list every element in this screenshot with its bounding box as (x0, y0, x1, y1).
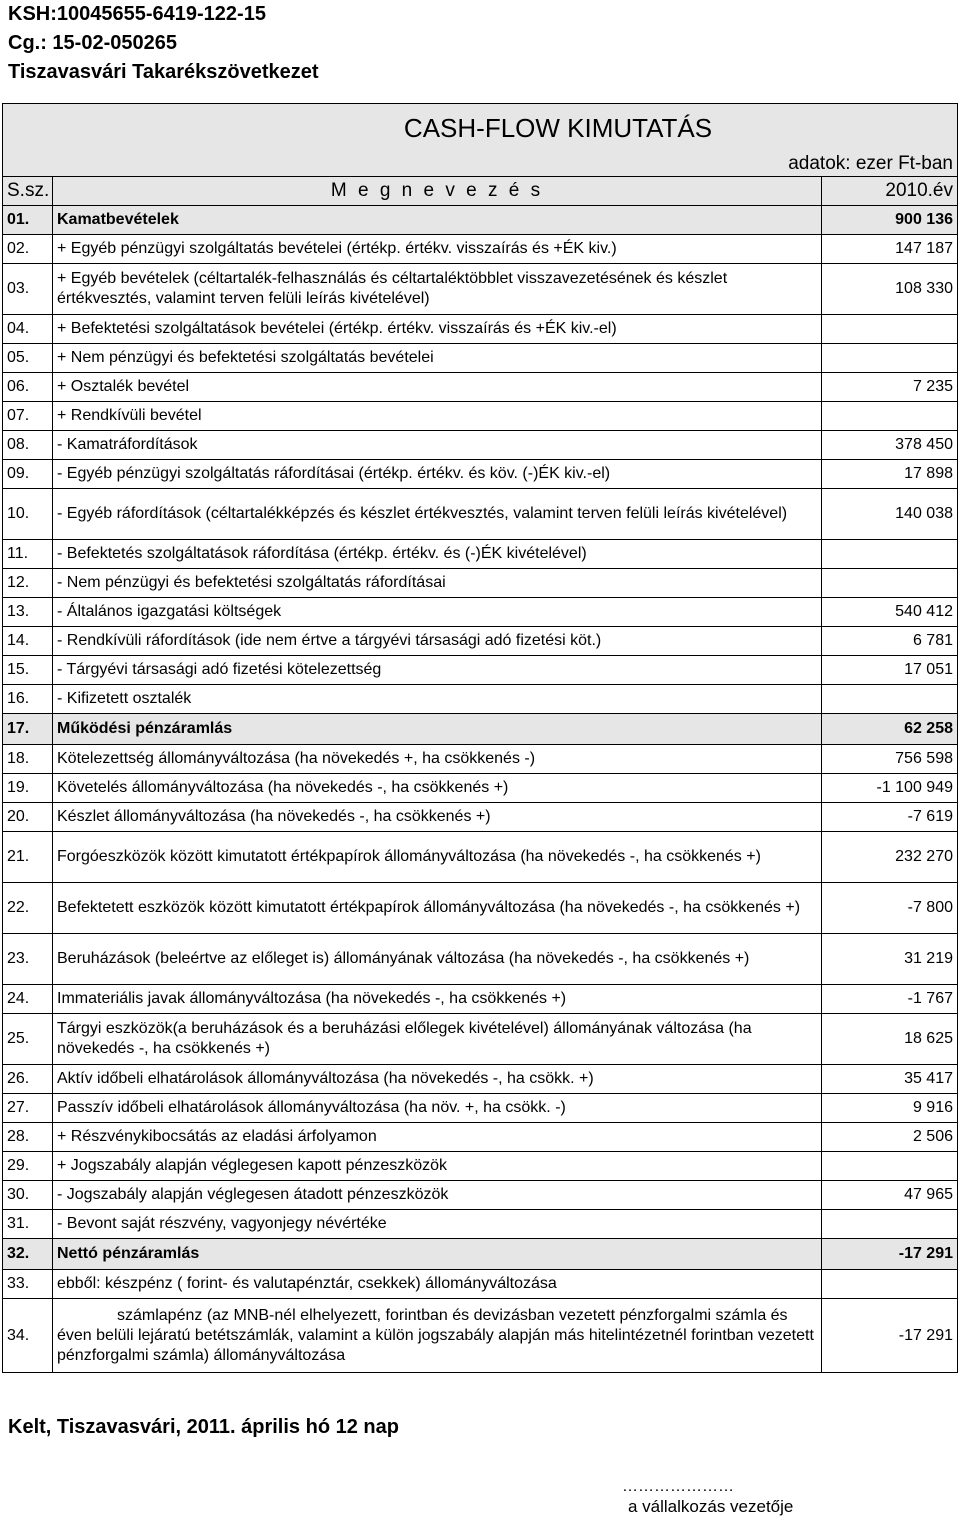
row-number: 18. (3, 745, 53, 774)
table-row (3, 745, 958, 774)
signature-caption: a vállalkozás vezetője (628, 1497, 794, 1516)
table-row (3, 1270, 958, 1299)
row-value: 18 625 (822, 1014, 958, 1065)
row-value: 17 898 (822, 460, 958, 489)
row-description: - Bevont saját részvény, vagyonjegy névértéke (53, 1210, 822, 1239)
row-value: 108 330 (822, 264, 958, 315)
row-description: Követelés állományváltozása (ha növekedés -, ha csökkenés +) (53, 774, 822, 803)
row-value: 17 051 (822, 656, 958, 685)
table-row (3, 540, 958, 569)
row-number: 20. (3, 803, 53, 832)
row-value (822, 1270, 958, 1299)
row-value: -1 767 (822, 985, 958, 1014)
row-value: 232 270 (822, 832, 958, 883)
row-number: 34. (3, 1299, 53, 1373)
table-row (3, 685, 958, 714)
table-row (3, 832, 958, 883)
row-number: 31. (3, 1210, 53, 1239)
table-row (3, 598, 958, 627)
row-value: 147 187 (822, 235, 958, 264)
row-value (822, 569, 958, 598)
table-row (3, 1065, 958, 1094)
unit-note: adatok: ezer Ft-ban (3, 152, 958, 177)
row-description: Befektetett eszközök között kimutatott értékpapírok állományváltozása (ha növekedés -, ha csökkenés +) (53, 883, 822, 934)
table-row (3, 431, 958, 460)
row-description: Aktív időbeli elhatárolások állományváltozása (ha növekedés -, ha csökk. +) (53, 1065, 822, 1094)
row-description: - Befektetés szolgáltatások ráfordítása (értékp. értékv. és (-)ÉK kivételével) (53, 540, 822, 569)
row-description: Nettó pénzáramlás (53, 1239, 822, 1270)
row-value (822, 685, 958, 714)
row-number: 30. (3, 1181, 53, 1210)
table-row (3, 235, 958, 264)
row-number: 28. (3, 1123, 53, 1152)
row-number: 09. (3, 460, 53, 489)
row-number: 13. (3, 598, 53, 627)
row-number: 16. (3, 685, 53, 714)
table-row (3, 460, 958, 489)
row-number: 21. (3, 832, 53, 883)
column-header-number: S.sz. (3, 177, 53, 206)
row-description: - Egyéb pénzügyi szolgáltatás ráfordításai (értékp. értékv. és köv. (-)ÉK kiv.-el) (53, 460, 822, 489)
row-number: 07. (3, 402, 53, 431)
column-header-row (3, 177, 958, 206)
row-description-continuation: pénzforgalmi számla és éven belüli lejáratú betétszámlák, valamint a külön jogszabály alapján más hitelintézetnél forintban vezetett pénzforgalmi számla) állományváltozása (57, 1306, 814, 1364)
row-description: + Osztalék bevétel (53, 373, 822, 402)
row-description: + Nem pénzügyi és befektetési szolgáltatás bevételei (53, 344, 822, 373)
row-value (822, 344, 958, 373)
row-value: 35 417 (822, 1065, 958, 1094)
row-description: - Nem pénzügyi és befektetési szolgáltatás ráfordításai (53, 569, 822, 598)
row-description: + Egyéb pénzügyi szolgáltatás bevételei (értékp. értékv. visszaírás és +ÉK kiv.) (53, 235, 822, 264)
table-row (3, 1152, 958, 1181)
table-row (3, 985, 958, 1014)
row-value (822, 1210, 958, 1239)
row-description: - Kifizetett osztalék (53, 685, 822, 714)
row-number: 32. (3, 1239, 53, 1270)
table-row (3, 373, 958, 402)
row-number: 08. (3, 431, 53, 460)
table-row (3, 656, 958, 685)
row-description: - Egyéb ráfordítások (céltartalékképzés és készlet értékvesztés, valamint terven felüli leírás kivételével) (53, 489, 822, 540)
row-description: - Tárgyévi társasági adó fizetési kötelezettség (53, 656, 822, 685)
row-description: - Kamatráfordítások (53, 431, 822, 460)
row-number: 05. (3, 344, 53, 373)
row-value: -17 291 (822, 1299, 958, 1373)
row-number: 14. (3, 627, 53, 656)
row-number: 03. (3, 264, 53, 315)
column-header-year: 2010.év (822, 177, 958, 206)
row-description: - Jogszabály alapján véglegesen átadott pénzeszközök (53, 1181, 822, 1210)
row-number: 27. (3, 1094, 53, 1123)
row-value: 756 598 (822, 745, 958, 774)
table-row (3, 883, 958, 934)
row-description: Passzív időbeli elhatárolások állományváltozása (ha növ. +, ha csökk. -) (53, 1094, 822, 1123)
row-number: 01. (3, 206, 53, 235)
row-value (822, 315, 958, 344)
row-number: 17. (3, 714, 53, 745)
row-description: - Rendkívüli ráfordítások (ide nem értve a tárgyévi társasági adó fizetési köt.) (53, 627, 822, 656)
row-number: 24. (3, 985, 53, 1014)
row-number: 26. (3, 1065, 53, 1094)
table-row (3, 264, 958, 315)
row-description: - Általános igazgatási költségek (53, 598, 822, 627)
table-row (3, 934, 958, 985)
place-and-date: Kelt, Tiszavasvári, 2011. április hó 12 nap (8, 1416, 399, 1438)
table-row (3, 402, 958, 431)
row-value: 62 258 (822, 714, 958, 745)
table-row (3, 774, 958, 803)
row-value (822, 1152, 958, 1181)
row-number: 33. (3, 1270, 53, 1299)
row-value: 540 412 (822, 598, 958, 627)
row-value: -17 291 (822, 1239, 958, 1270)
organization-name: Tiszavasvári Takarékszövetkezet (8, 61, 319, 83)
row-value: -1 100 949 (822, 774, 958, 803)
row-number: 19. (3, 774, 53, 803)
row-description: Immateriális javak állományváltozása (ha növekedés -, ha csökkenés +) (53, 985, 822, 1014)
row-value: 378 450 (822, 431, 958, 460)
row-value: 140 038 (822, 489, 958, 540)
unit-row (3, 152, 958, 177)
cash-flow-table (2, 103, 958, 1373)
row-description: Kötelezettség állományváltozása (ha növekedés +, ha csökkenés -) (53, 745, 822, 774)
row-description: Forgóeszközök között kimutatott értékpapírok állományváltozása (ha növekedés -, ha csökkenés +) (53, 832, 822, 883)
row-value: -7 619 (822, 803, 958, 832)
row-value: 6 781 (822, 627, 958, 656)
row-number: 04. (3, 315, 53, 344)
row-value: 2 506 (822, 1123, 958, 1152)
row-description: + Egyéb bevételek (céltartalék-felhasználás és céltartaléktöbblet visszavezetésének és készlet értékvesztés, valamint terven felüli leírás kivételével) (53, 264, 822, 315)
row-description: Tárgyi eszközök(a beruházások és a beruházási előlegek kivételével) állományának változása (ha növekedés -, ha csökkenés +) (53, 1014, 822, 1065)
table-row (3, 1181, 958, 1210)
row-description: Beruházások (beleértve az előleget is) állományának változása (ha növekedés -, ha csökkenés +) (53, 934, 822, 985)
table-row (3, 1210, 958, 1239)
ksh-number: KSH:10045655-6419-122-15 (8, 3, 266, 25)
table-row (3, 1014, 958, 1065)
table-row (3, 1239, 958, 1270)
row-description: ebből: készpénz ( forint- és valutapénztár, csekkek) állományváltozása (53, 1270, 822, 1299)
column-header-description: M e g n e v e z é s (53, 177, 822, 206)
row-value (822, 402, 958, 431)
row-value: -7 800 (822, 883, 958, 934)
row-number: 02. (3, 235, 53, 264)
row-number: 22. (3, 883, 53, 934)
table-row (3, 627, 958, 656)
row-description: + Befektetési szolgáltatások bevételei (értékp. értékv. visszaírás és +ÉK kiv.-el) (53, 315, 822, 344)
row-value: 900 136 (822, 206, 958, 235)
row-description: + Részvénykibocsátás az eladási árfolyamon (53, 1123, 822, 1152)
row-description: + Rendkívüli bevétel (53, 402, 822, 431)
title-row (3, 104, 958, 153)
row-value: 9 916 (822, 1094, 958, 1123)
row-number: 12. (3, 569, 53, 598)
table-row (3, 206, 958, 235)
table-row (3, 1299, 958, 1373)
table-title: CASH-FLOW KIMUTATÁS (3, 104, 958, 153)
row-number: 29. (3, 1152, 53, 1181)
signature-line: ………………… (622, 1478, 734, 1495)
table-row (3, 714, 958, 745)
table-row (3, 344, 958, 373)
row-number: 15. (3, 656, 53, 685)
table-row (3, 315, 958, 344)
table-row (3, 803, 958, 832)
table-row (3, 1094, 958, 1123)
company-registry-number: Cg.: 15-02-050265 (8, 32, 177, 54)
table-row (3, 569, 958, 598)
row-value: 47 965 (822, 1181, 958, 1210)
row-number: 23. (3, 934, 53, 985)
row-description-first-line: számlapénz (az MNB-nél elhelyezett, forintban és devizásban vezetett (117, 1306, 616, 1324)
row-description: Működési pénzáramlás (53, 714, 822, 745)
row-description: Készlet állományváltozása (ha növekedés -, ha csökkenés +) (53, 803, 822, 832)
row-number: 25. (3, 1014, 53, 1065)
row-value: 31 219 (822, 934, 958, 985)
table-row (3, 489, 958, 540)
row-number: 10. (3, 489, 53, 540)
row-description (53, 1299, 822, 1373)
row-value: 7 235 (822, 373, 958, 402)
row-number: 06. (3, 373, 53, 402)
row-value (822, 540, 958, 569)
row-description: Kamatbevételek (53, 206, 822, 235)
row-number: 11. (3, 540, 53, 569)
table-row (3, 1123, 958, 1152)
row-description: + Jogszabály alapján véglegesen kapott pénzeszközök (53, 1152, 822, 1181)
